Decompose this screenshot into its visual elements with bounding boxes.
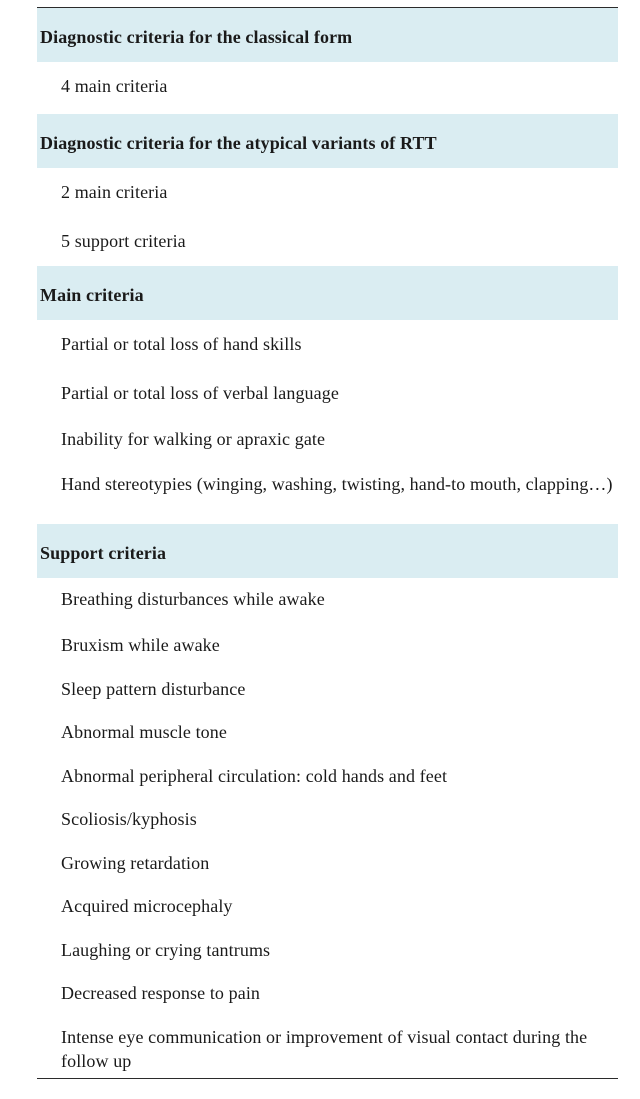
criteria-row: Abnormal muscle tone <box>61 722 227 742</box>
criteria-row: 4 main criteria <box>61 76 168 96</box>
criteria-row: Inability for walking or apraxic gate <box>61 429 326 449</box>
criteria-row: Sleep pattern disturbance <box>61 679 246 699</box>
criteria-row: Laughing or crying tantrums <box>61 940 271 960</box>
criteria-row: Partial or total loss of hand skills <box>61 334 302 354</box>
section-header-atypical-variants: Diagnostic criteria for the atypical variants of RTT <box>37 114 618 168</box>
section-header-support-criteria: Support criteria <box>37 524 618 578</box>
criteria-row: 5 support criteria <box>61 231 186 251</box>
criteria-row: Decreased response to pain <box>61 983 261 1003</box>
section-header-main-criteria: Main criteria <box>37 266 618 320</box>
criteria-row: Acquired microcephaly <box>61 896 233 916</box>
section-header-classical-form: Diagnostic criteria for the classical form <box>37 8 618 62</box>
criteria-row: Intense eye communication or improvement of visual contact during the follow up <box>61 1027 588 1071</box>
criteria-table <box>37 7 618 1079</box>
criteria-row: Bruxism while awake <box>61 635 220 655</box>
criteria-row: Abnormal peripheral circulation: cold hands and feet <box>61 766 448 786</box>
criteria-row: Scoliosis/kyphosis <box>61 809 197 829</box>
criteria-row: Growing retardation <box>61 853 210 873</box>
criteria-row: Partial or total loss of verbal language <box>61 383 339 403</box>
criteria-row: 2 main criteria <box>61 182 168 202</box>
criteria-row: Hand stereotypies (winging, washing, twisting, hand-to mouth, clapping…) <box>61 474 613 494</box>
criteria-row: Breathing disturbances while awake <box>61 589 325 609</box>
